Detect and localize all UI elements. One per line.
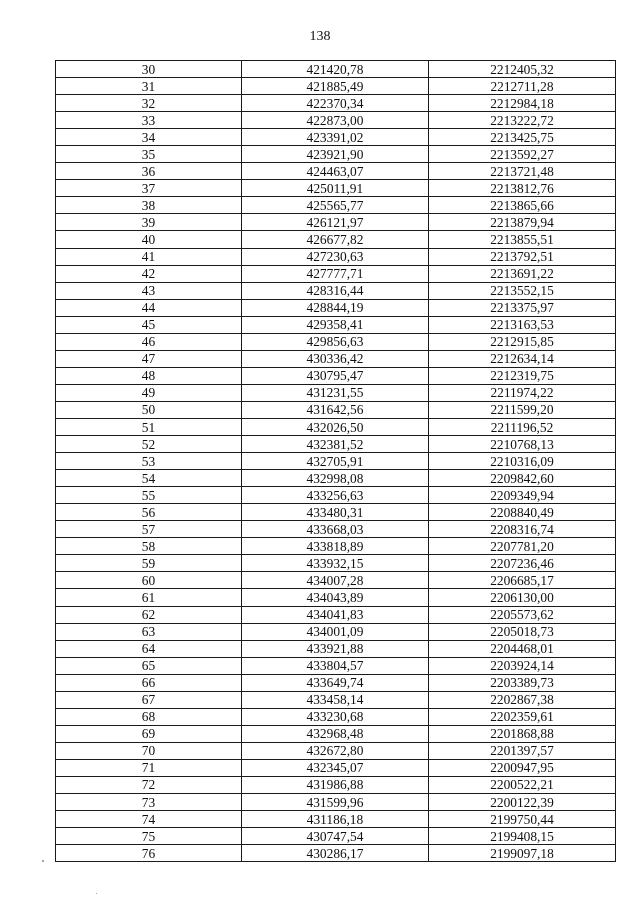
table-row bbox=[56, 282, 616, 299]
x-coordinate-cell: 425565,77 bbox=[242, 197, 429, 214]
point-number-cell: 32 bbox=[56, 95, 242, 112]
table-row bbox=[56, 691, 616, 708]
point-number-cell: 34 bbox=[56, 129, 242, 146]
point-number-cell: 47 bbox=[56, 350, 242, 367]
table-row bbox=[56, 180, 616, 197]
y-coordinate-cell: 2210768,13 bbox=[429, 436, 616, 453]
point-number-cell: 31 bbox=[56, 78, 242, 95]
y-coordinate-cell: 2207236,46 bbox=[429, 555, 616, 572]
point-number-cell: 75 bbox=[56, 828, 242, 845]
x-coordinate-cell: 427777,71 bbox=[242, 265, 429, 282]
x-coordinate-cell: 433932,15 bbox=[242, 555, 429, 572]
table-row bbox=[56, 487, 616, 504]
table-row bbox=[56, 401, 616, 418]
table-row bbox=[56, 436, 616, 453]
table-row bbox=[56, 538, 616, 555]
table-row bbox=[56, 657, 616, 674]
point-number-cell: 49 bbox=[56, 384, 242, 401]
y-coordinate-cell: 2201868,88 bbox=[429, 725, 616, 742]
x-coordinate-cell: 433649,74 bbox=[242, 674, 429, 691]
table-row bbox=[56, 811, 616, 828]
table-row bbox=[56, 146, 616, 163]
y-coordinate-cell: 2213163,53 bbox=[429, 316, 616, 333]
table-row bbox=[56, 589, 616, 606]
table-row bbox=[56, 555, 616, 572]
y-coordinate-cell: 2205018,73 bbox=[429, 623, 616, 640]
x-coordinate-cell: 426121,97 bbox=[242, 214, 429, 231]
point-number-cell: 46 bbox=[56, 333, 242, 350]
table-body bbox=[56, 61, 616, 862]
table-row bbox=[56, 61, 616, 78]
point-number-cell: 56 bbox=[56, 504, 242, 521]
y-coordinate-cell: 2213375,97 bbox=[429, 299, 616, 316]
y-coordinate-cell: 2209349,94 bbox=[429, 487, 616, 504]
table-row bbox=[56, 606, 616, 623]
coordinates-table bbox=[55, 60, 616, 862]
page-number: 138 bbox=[309, 29, 331, 44]
table-row bbox=[56, 367, 616, 384]
x-coordinate-cell: 423391,02 bbox=[242, 129, 429, 146]
y-coordinate-cell: 2203389,73 bbox=[429, 674, 616, 691]
point-number-cell: 69 bbox=[56, 725, 242, 742]
y-coordinate-cell: 2213865,66 bbox=[429, 197, 616, 214]
x-coordinate-cell: 430286,17 bbox=[242, 845, 429, 862]
table-row bbox=[56, 384, 616, 401]
point-number-cell: 76 bbox=[56, 845, 242, 862]
x-coordinate-cell: 428316,44 bbox=[242, 282, 429, 299]
point-number-cell: 62 bbox=[56, 606, 242, 623]
point-number-cell: 54 bbox=[56, 470, 242, 487]
table-row bbox=[56, 504, 616, 521]
point-number-cell: 45 bbox=[56, 316, 242, 333]
point-number-cell: 72 bbox=[56, 776, 242, 793]
y-coordinate-cell: 2200522,21 bbox=[429, 776, 616, 793]
table-row bbox=[56, 163, 616, 180]
x-coordinate-cell: 433668,03 bbox=[242, 521, 429, 538]
point-number-cell: 48 bbox=[56, 367, 242, 384]
scan-speck bbox=[96, 893, 97, 894]
x-coordinate-cell: 422370,34 bbox=[242, 95, 429, 112]
x-coordinate-cell: 433921,88 bbox=[242, 640, 429, 657]
table-row bbox=[56, 521, 616, 538]
point-number-cell: 51 bbox=[56, 418, 242, 435]
y-coordinate-cell: 2211974,22 bbox=[429, 384, 616, 401]
x-coordinate-cell: 432026,50 bbox=[242, 418, 429, 435]
point-number-cell: 44 bbox=[56, 299, 242, 316]
y-coordinate-cell: 2201397,57 bbox=[429, 742, 616, 759]
table-row bbox=[56, 674, 616, 691]
point-number-cell: 53 bbox=[56, 453, 242, 470]
point-number-cell: 71 bbox=[56, 759, 242, 776]
table-row bbox=[56, 95, 616, 112]
table-row bbox=[56, 776, 616, 793]
y-coordinate-cell: 2212319,75 bbox=[429, 367, 616, 384]
y-coordinate-cell: 2206685,17 bbox=[429, 572, 616, 589]
point-number-cell: 57 bbox=[56, 521, 242, 538]
y-coordinate-cell: 2212711,28 bbox=[429, 78, 616, 95]
x-coordinate-cell: 433818,89 bbox=[242, 538, 429, 555]
x-coordinate-cell: 430747,54 bbox=[242, 828, 429, 845]
table-row bbox=[56, 845, 616, 862]
point-number-cell: 60 bbox=[56, 572, 242, 589]
y-coordinate-cell: 2213425,75 bbox=[429, 129, 616, 146]
point-number-cell: 37 bbox=[56, 180, 242, 197]
x-coordinate-cell: 421885,49 bbox=[242, 78, 429, 95]
x-coordinate-cell: 427230,63 bbox=[242, 248, 429, 265]
x-coordinate-cell: 432381,52 bbox=[242, 436, 429, 453]
y-coordinate-cell: 2213691,22 bbox=[429, 265, 616, 282]
y-coordinate-cell: 2213812,76 bbox=[429, 180, 616, 197]
y-coordinate-cell: 2204468,01 bbox=[429, 640, 616, 657]
point-number-cell: 73 bbox=[56, 794, 242, 811]
x-coordinate-cell: 422873,00 bbox=[242, 112, 429, 129]
table-row bbox=[56, 708, 616, 725]
point-number-cell: 33 bbox=[56, 112, 242, 129]
point-number-cell: 36 bbox=[56, 163, 242, 180]
table-row bbox=[56, 623, 616, 640]
x-coordinate-cell: 430336,42 bbox=[242, 350, 429, 367]
y-coordinate-cell: 2212405,32 bbox=[429, 61, 616, 78]
point-number-cell: 59 bbox=[56, 555, 242, 572]
table-row bbox=[56, 78, 616, 95]
y-coordinate-cell: 2213855,51 bbox=[429, 231, 616, 248]
y-coordinate-cell: 2205573,62 bbox=[429, 606, 616, 623]
table-row bbox=[56, 248, 616, 265]
y-coordinate-cell: 2208840,49 bbox=[429, 504, 616, 521]
x-coordinate-cell: 434007,28 bbox=[242, 572, 429, 589]
y-coordinate-cell: 2211599,20 bbox=[429, 401, 616, 418]
table-row bbox=[56, 759, 616, 776]
x-coordinate-cell: 432998,08 bbox=[242, 470, 429, 487]
x-coordinate-cell: 430795,47 bbox=[242, 367, 429, 384]
y-coordinate-cell: 2213592,27 bbox=[429, 146, 616, 163]
x-coordinate-cell: 434001,09 bbox=[242, 623, 429, 640]
table-row bbox=[56, 350, 616, 367]
y-coordinate-cell: 2208316,74 bbox=[429, 521, 616, 538]
point-number-cell: 41 bbox=[56, 248, 242, 265]
x-coordinate-cell: 432705,91 bbox=[242, 453, 429, 470]
y-coordinate-cell: 2210316,09 bbox=[429, 453, 616, 470]
table-row bbox=[56, 742, 616, 759]
y-coordinate-cell: 2212634,14 bbox=[429, 350, 616, 367]
table-row bbox=[56, 197, 616, 214]
point-number-cell: 66 bbox=[56, 674, 242, 691]
y-coordinate-cell: 2206130,00 bbox=[429, 589, 616, 606]
point-number-cell: 58 bbox=[56, 538, 242, 555]
y-coordinate-cell: 2209842,60 bbox=[429, 470, 616, 487]
x-coordinate-cell: 425011,91 bbox=[242, 180, 429, 197]
point-number-cell: 55 bbox=[56, 487, 242, 504]
x-coordinate-cell: 433480,31 bbox=[242, 504, 429, 521]
x-coordinate-cell: 433458,14 bbox=[242, 691, 429, 708]
table-row bbox=[56, 640, 616, 657]
y-coordinate-cell: 2213721,48 bbox=[429, 163, 616, 180]
table-row bbox=[56, 214, 616, 231]
y-coordinate-cell: 2213222,72 bbox=[429, 112, 616, 129]
point-number-cell: 30 bbox=[56, 61, 242, 78]
scan-speck bbox=[42, 860, 44, 862]
y-coordinate-cell: 2200122,39 bbox=[429, 794, 616, 811]
point-number-cell: 65 bbox=[56, 657, 242, 674]
table-row bbox=[56, 725, 616, 742]
x-coordinate-cell: 433256,63 bbox=[242, 487, 429, 504]
point-number-cell: 42 bbox=[56, 265, 242, 282]
x-coordinate-cell: 429856,63 bbox=[242, 333, 429, 350]
y-coordinate-cell: 2213792,51 bbox=[429, 248, 616, 265]
x-coordinate-cell: 432672,80 bbox=[242, 742, 429, 759]
y-coordinate-cell: 2207781,20 bbox=[429, 538, 616, 555]
x-coordinate-cell: 421420,78 bbox=[242, 61, 429, 78]
y-coordinate-cell: 2213552,15 bbox=[429, 282, 616, 299]
y-coordinate-cell: 2202867,38 bbox=[429, 691, 616, 708]
y-coordinate-cell: 2202359,61 bbox=[429, 708, 616, 725]
point-number-cell: 63 bbox=[56, 623, 242, 640]
table-row bbox=[56, 112, 616, 129]
y-coordinate-cell: 2213879,94 bbox=[429, 214, 616, 231]
point-number-cell: 39 bbox=[56, 214, 242, 231]
table-row bbox=[56, 299, 616, 316]
point-number-cell: 52 bbox=[56, 436, 242, 453]
point-number-cell: 43 bbox=[56, 282, 242, 299]
x-coordinate-cell: 428844,19 bbox=[242, 299, 429, 316]
x-coordinate-cell: 431986,88 bbox=[242, 776, 429, 793]
table-row bbox=[56, 418, 616, 435]
x-coordinate-cell: 433230,68 bbox=[242, 708, 429, 725]
point-number-cell: 38 bbox=[56, 197, 242, 214]
x-coordinate-cell: 433804,57 bbox=[242, 657, 429, 674]
y-coordinate-cell: 2200947,95 bbox=[429, 759, 616, 776]
table-row bbox=[56, 129, 616, 146]
point-number-cell: 64 bbox=[56, 640, 242, 657]
table-row bbox=[56, 333, 616, 350]
y-coordinate-cell: 2199750,44 bbox=[429, 811, 616, 828]
point-number-cell: 70 bbox=[56, 742, 242, 759]
x-coordinate-cell: 432345,07 bbox=[242, 759, 429, 776]
point-number-cell: 67 bbox=[56, 691, 242, 708]
point-number-cell: 40 bbox=[56, 231, 242, 248]
table-row bbox=[56, 453, 616, 470]
point-number-cell: 61 bbox=[56, 589, 242, 606]
point-number-cell: 74 bbox=[56, 811, 242, 828]
x-coordinate-cell: 423921,90 bbox=[242, 146, 429, 163]
table-row bbox=[56, 572, 616, 589]
table-row bbox=[56, 470, 616, 487]
table-row bbox=[56, 794, 616, 811]
table-row bbox=[56, 265, 616, 282]
y-coordinate-cell: 2199408,15 bbox=[429, 828, 616, 845]
x-coordinate-cell: 434043,89 bbox=[242, 589, 429, 606]
x-coordinate-cell: 431642,56 bbox=[242, 401, 429, 418]
x-coordinate-cell: 424463,07 bbox=[242, 163, 429, 180]
x-coordinate-cell: 431599,96 bbox=[242, 794, 429, 811]
y-coordinate-cell: 2212984,18 bbox=[429, 95, 616, 112]
table-row bbox=[56, 316, 616, 333]
y-coordinate-cell: 2203924,14 bbox=[429, 657, 616, 674]
point-number-cell: 50 bbox=[56, 401, 242, 418]
x-coordinate-cell: 429358,41 bbox=[242, 316, 429, 333]
x-coordinate-cell: 426677,82 bbox=[242, 231, 429, 248]
table-row bbox=[56, 828, 616, 845]
point-number-cell: 35 bbox=[56, 146, 242, 163]
y-coordinate-cell: 2212915,85 bbox=[429, 333, 616, 350]
x-coordinate-cell: 434041,83 bbox=[242, 606, 429, 623]
x-coordinate-cell: 431231,55 bbox=[242, 384, 429, 401]
x-coordinate-cell: 432968,48 bbox=[242, 725, 429, 742]
y-coordinate-cell: 2199097,18 bbox=[429, 845, 616, 862]
y-coordinate-cell: 2211196,52 bbox=[429, 418, 616, 435]
x-coordinate-cell: 431186,18 bbox=[242, 811, 429, 828]
point-number-cell: 68 bbox=[56, 708, 242, 725]
table-row bbox=[56, 231, 616, 248]
